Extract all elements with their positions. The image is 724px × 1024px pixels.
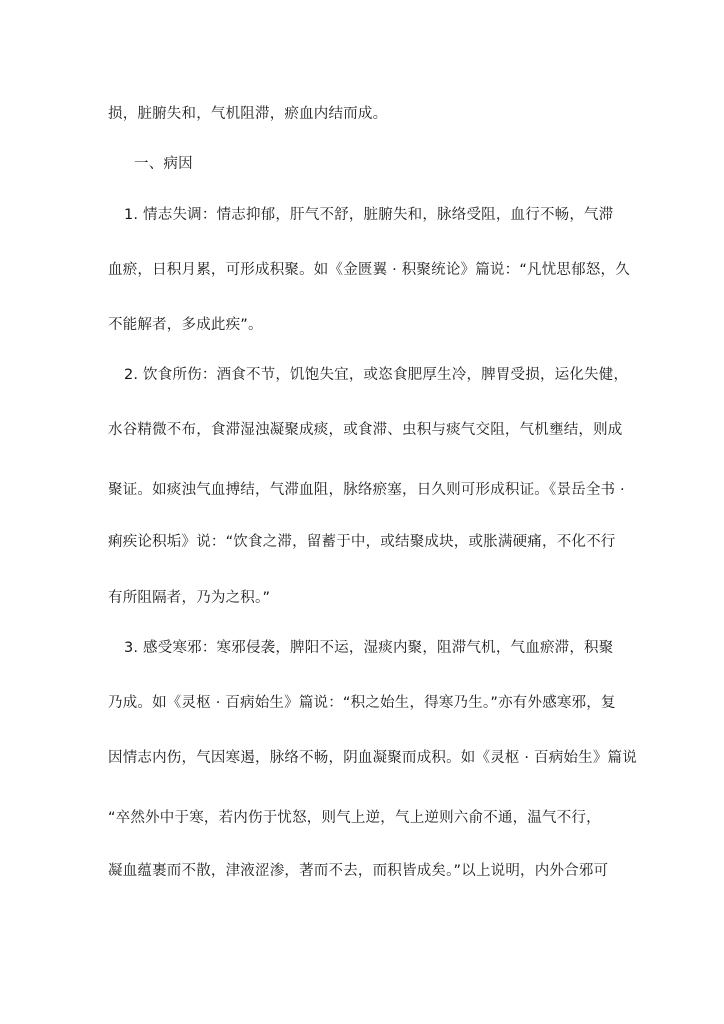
text-line: 1. 情志失调：情志抑郁，肝气不舒，脏腑失和，脉络受阻，血行不畅，气滞: [124, 207, 614, 223]
text-line: 聚证。如痰浊气血搏结，气滞血阻，脉络瘀塞，日久则可形成积证。《景岳全书 ·: [108, 482, 625, 498]
text-line: 痢疾论积垢》说：“饮食之滞，留蓄于中，或结聚成块，或胀满硬痛，不化不行: [108, 534, 616, 550]
text-line: 有所阻隔者，乃为之积。”: [108, 590, 271, 606]
section-heading: 一、病因: [134, 156, 193, 172]
text-line: 损，脏腑失和，气机阻滞，瘀血内结而成。: [108, 106, 388, 122]
text-line: 因情志内伤，气因寒遏，脉络不畅，阴血凝聚而成积。如《灵枢 · 百病始生》篇说: [108, 750, 637, 766]
text-line: 3. 感受寒邪：寒邪侵袭，脾阳不运，湿痰内聚，阻滞气机，气血瘀滞，积聚: [124, 640, 614, 656]
text-line: 血瘀，日积月累，可形成积聚。如《金匮翼 · 积聚统论》篇说：“凡忧思郁怒，久: [108, 262, 630, 278]
text-line: “卒然外中于寒，若内伤于忧怒，则气上逆，气上逆则六俞不通，温气不行，: [108, 810, 601, 826]
text-line: 凝血蕴裹而不散，津液涩渗，著而不去，而积皆成矣。”以上说明，内外合邪可: [108, 863, 609, 879]
text-line: 水谷精微不布，食滞湿浊凝聚成痰，或食滞、虫积与痰气交阻，气机壅结，则成: [108, 422, 623, 438]
text-line: 2. 饮食所伤：酒食不节，饥饱失宜，或恣食肥厚生冷，脾胃受损，运化失健，: [124, 367, 629, 383]
text-line: 乃成。如《灵枢 · 百病始生》篇说：“积之始生，得寒乃生。”亦有外感寒邪，复: [108, 695, 616, 711]
text-line: 不能解者，多成此疾”。: [108, 317, 263, 333]
